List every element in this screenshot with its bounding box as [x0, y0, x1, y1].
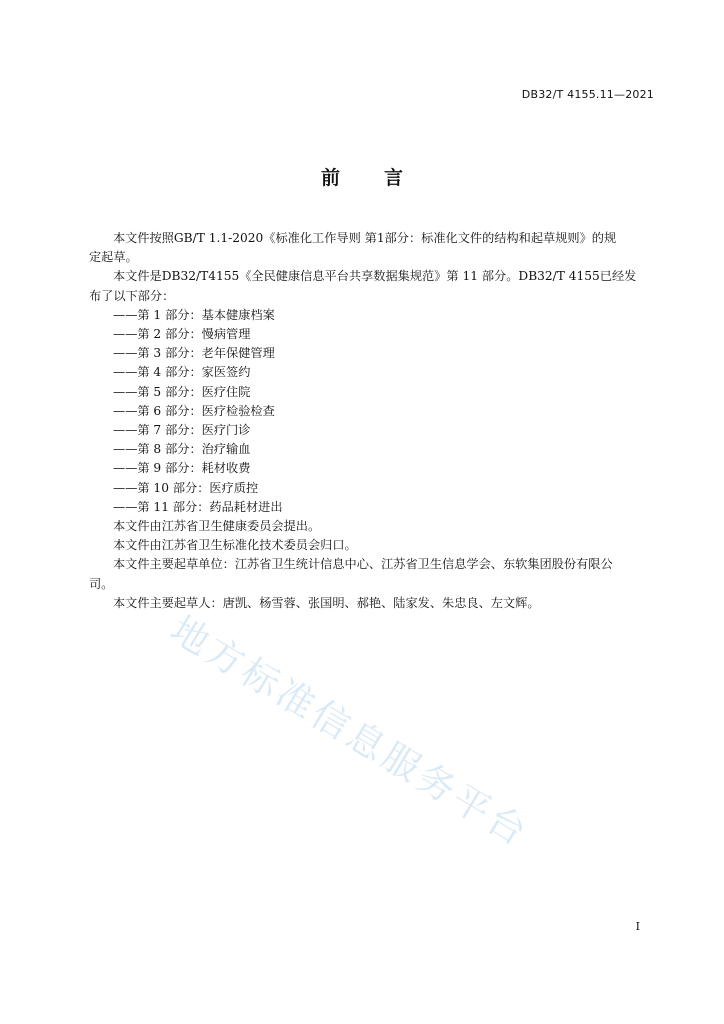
- list-item: ——第 1 部分：基本健康档案: [113, 307, 275, 322]
- list-item: ——第 5 部分：医疗住院: [113, 384, 251, 399]
- title-char-1: 前: [320, 167, 340, 189]
- paragraph-drafters: 本文件主要起草人：唐凯、杨雪蓉、张国明、郝艳、陆家发、朱忠良、左文辉。: [113, 595, 540, 610]
- paragraph-series-info: [89, 267, 659, 305]
- parts-list: [113, 306, 659, 517]
- paragraph-line: 本文件是DB32/T4155《全民健康信息平台共享数据集规范》第 11 部分。DB32/T 4155已经发: [113, 269, 637, 284]
- list-item: ——第 3 部分：老年保健管理: [113, 346, 275, 361]
- paragraph-proposed-by: 本文件由江苏省卫生健康委员会提出。: [113, 519, 321, 534]
- paragraph-line: 定起草。: [89, 250, 138, 265]
- list-item: ——第 6 部分：医疗检验检查: [113, 403, 275, 418]
- list-item: ——第 4 部分：家医签约: [113, 365, 251, 380]
- paragraph-line: 布了以下部分：: [89, 288, 175, 303]
- paragraph-line: 本文件主要起草单位：江苏省卫生统计信息中心、江苏省卫生信息学会、东软集团股份有限公: [113, 557, 613, 572]
- paragraph-line: 本文件按照GB/T 1.1-2020《标准化工作导则 第1部分：标准化文件的结构和起草规则》的规: [113, 231, 617, 245]
- list-item: ——第 10 部分：医疗质控: [113, 480, 259, 495]
- list-item: ——第 9 部分：耗材收费: [113, 461, 251, 476]
- paragraph-drafting-units: [89, 555, 659, 593]
- document-code: DB32/T 4155.11—2021: [521, 88, 654, 101]
- list-item: ——第 11 部分：药品耗材进出: [113, 499, 283, 514]
- foreword-body: [89, 229, 659, 613]
- paragraph-line: 司。: [89, 576, 114, 591]
- list-item: ——第 8 部分：治疗输血: [113, 442, 251, 457]
- page-number: I: [635, 920, 640, 933]
- paragraph-standard-basis: [89, 229, 659, 267]
- list-item: ——第 7 部分：医疗门诊: [113, 423, 251, 438]
- watermark: 地方标准信息服务平台: [163, 607, 537, 856]
- title-char-2: 言: [384, 167, 404, 189]
- paragraph-managed-by: 本文件由江苏省卫生标准化技术委员会归口。: [113, 538, 357, 553]
- page-title: [0, 163, 724, 190]
- list-item: ——第 2 部分：慢病管理: [113, 327, 251, 342]
